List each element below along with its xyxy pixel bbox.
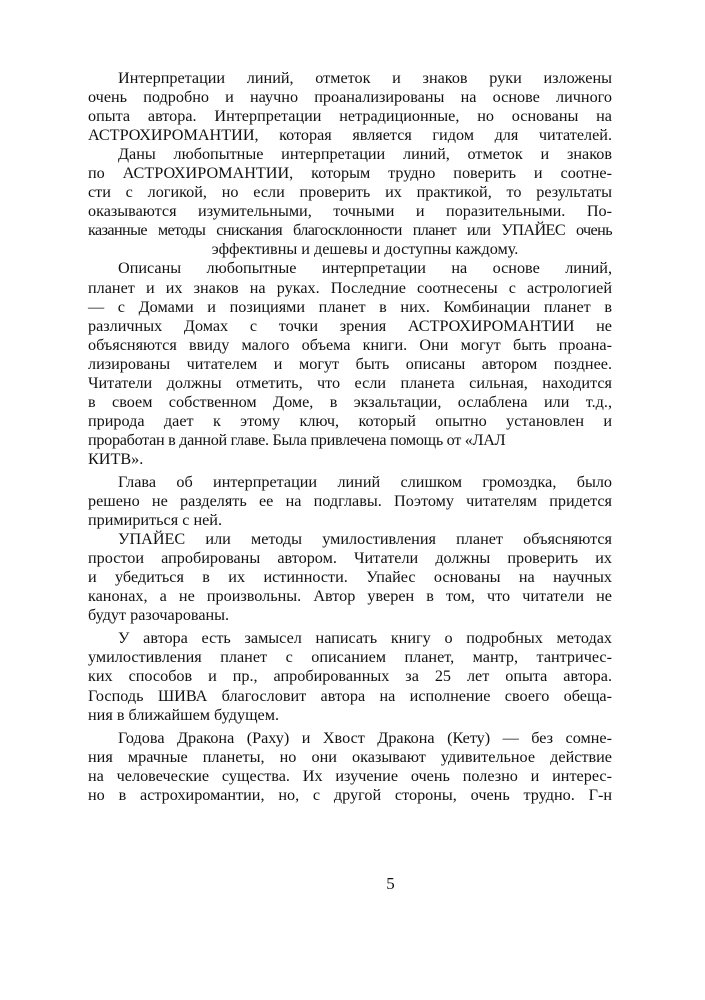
text-line: будут разочарованы. [88, 606, 230, 625]
text-line: Господь ШИВА благословит автора на исполнение своего обеща- [88, 686, 612, 705]
text-line: Интерпретации линий, отметок и знаков руки изложены [118, 69, 612, 87]
text-line: ких способов и пр., апробированных за 25 лет опыта автора. [88, 667, 612, 686]
text-line: планет и их знаков на руках. Последние соотнесены с астрологией [88, 278, 612, 297]
text-line: лизированы читателем и могут быть описаны автором позднее. [88, 354, 612, 373]
text-line: Годова Дракона (Раху) и Хвост Дракона (Кету) — без сомне- [118, 728, 612, 747]
text-line: Глава об интерпретации линий слишком громоздка, было [118, 472, 612, 491]
text-line: проработан в данной главе. Была привлечена помощь от «ЛАЛ [88, 430, 506, 449]
text-line: У автора есть замысел написать книгу о подробных методах [118, 629, 612, 648]
text-line: — с Домами и позициями планет в них. Комбинации планет в [88, 297, 612, 316]
text-line: природа дает к этому ключ, который опытно установлен и [88, 411, 612, 430]
text-line: АСТРОХИРОМАНТИИ, которая является гидом для читателей. [88, 126, 612, 145]
paragraph [88, 69, 612, 145]
paragraph [88, 530, 612, 625]
text-line: казанные методы снискания благосклонности планет или УПАЙЕС очень [88, 221, 612, 240]
text-line: ния в ближайшем будущем. [88, 705, 280, 724]
text-line: различных Домах с точки зрения АСТРОХИРОМАНТИИ не [88, 316, 612, 335]
paragraph [88, 729, 612, 805]
text-line: объясняются ввиду малого объема книги. Они могут быть проана- [88, 335, 612, 354]
paragraph [88, 145, 612, 259]
text-line: решено не разделять ее на подглавы. Поэтому читателям придется [88, 492, 612, 511]
text-line: КИТВ». [88, 449, 144, 468]
text-line: опыта автора. Интерпретации нетрадиционные, но основаны на [88, 107, 612, 126]
text-line: но в астрохиромантии, но, с другой стороны, очень трудно. Г-н [88, 785, 612, 804]
paragraph [88, 473, 612, 530]
text-line: УПАЙЕС или методы умилостивления планет объясняются [118, 530, 612, 549]
text-line: в своем собственном Доме, в экзальтации, ослаблена или т.д., [88, 392, 612, 411]
text-line: эффективны и дешевы и доступны каждому. [211, 240, 519, 259]
text-line: умилостивления планет с описанием планет, мантр, тантричес- [88, 648, 612, 667]
text-line: на человеческие существа. Их изучение очень полезно и интерес- [88, 766, 612, 785]
text-line: и убедиться в их истинности. Упайес основаны на научных [88, 568, 612, 587]
paragraph [88, 259, 612, 469]
text-line: примириться с ней. [88, 511, 223, 530]
text-line: Читатели должны отметить, что если планета сильная, находится [88, 373, 612, 392]
text-line: канонах, а не произвольны. Автор уверен в том, что читатели не [88, 587, 612, 606]
text-line: Описаны любопытные интерпретации на основе линий, [118, 259, 612, 278]
text-line: Даны любопытные интерпретации линий, отметок и знаков [118, 145, 612, 164]
text-line: оказываются изумительными, точными и поразительными. По- [88, 202, 612, 221]
text-line: простои апробированы автором. Читатели должны проверить их [88, 549, 612, 568]
text-line: по АСТРОХИРОМАНТИИ, которым трудно поверить и соотне- [88, 164, 612, 183]
paragraph [88, 629, 612, 724]
text-line: очень подробно и научно проанализированы на основе личного [88, 88, 612, 107]
page-number: 5 [386, 874, 395, 893]
body-text [88, 69, 612, 805]
text-line: ния мрачные планеты, но они оказывают удивительное действие [88, 747, 612, 766]
text-line: сти с логикой, но если проверить их практикой, то результаты [88, 183, 612, 202]
